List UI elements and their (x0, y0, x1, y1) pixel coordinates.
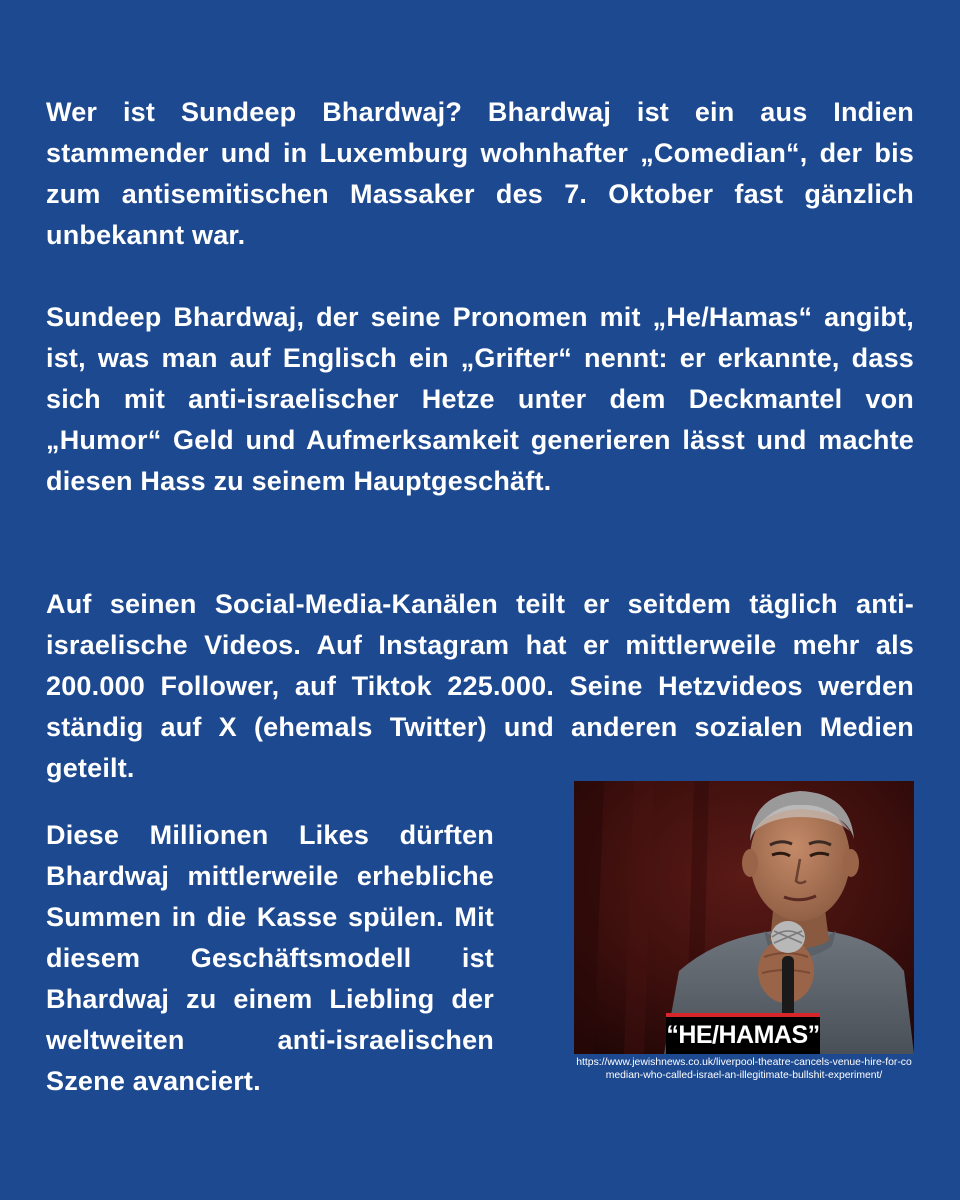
paragraph-grifter: Sundeep Bhardwaj, der seine Pronomen mit „He/Hamas“ angibt, ist, was man auf Englisch ein „Grifter“ nennt: er erkannte, dass sich mit anti-israelischer Hetze unter dem Deckmantel von „Humor“ Geld und Aufmerksamkeit generieren lässt und machte diesen Hass zu seinem Hauptgeschäft. (46, 302, 914, 496)
caption-text: “HE/HAMAS” (666, 1021, 820, 1049)
paragraph-social-media: Auf seinen Social-Media-Kanälen teilt er seitdem täglich anti-israelische Videos. Auf Instagram hat er mittlerweile mehr als 200.000 Follower, auf Tiktok 225.000. Seine Hetzvideos werden ständig auf X (ehemals Twitter) und anderen sozialen Medien geteilt. (46, 589, 914, 783)
paragraph-business-model: Diese Millionen Likes dürften Bhardwaj mittlerweile erhebliche Summen in die Kasse spülen. Mit diesem Geschäftsmodell ist Bhardwaj zu einem Liebling der weltweiten anti-israelischen Szene avanciert. (46, 820, 494, 1096)
comedian-photo (574, 781, 914, 1054)
source-url: https://www.jewishnews.co.uk/liverpool-theatre-cancels-venue-hire-for-comedian-who-called-israel-an-illegitimate-bullshit-experiment/ (576, 1057, 912, 1081)
paragraph-intro: Wer ist Sundeep Bhardwaj? Bhardwaj ist ein aus Indien stammender und in Luxemburg wohnhafter „Comedian“, der bis zum antisemitischen Massaker des 7. Oktober fast gänzlich unbekannt war. (46, 97, 914, 250)
